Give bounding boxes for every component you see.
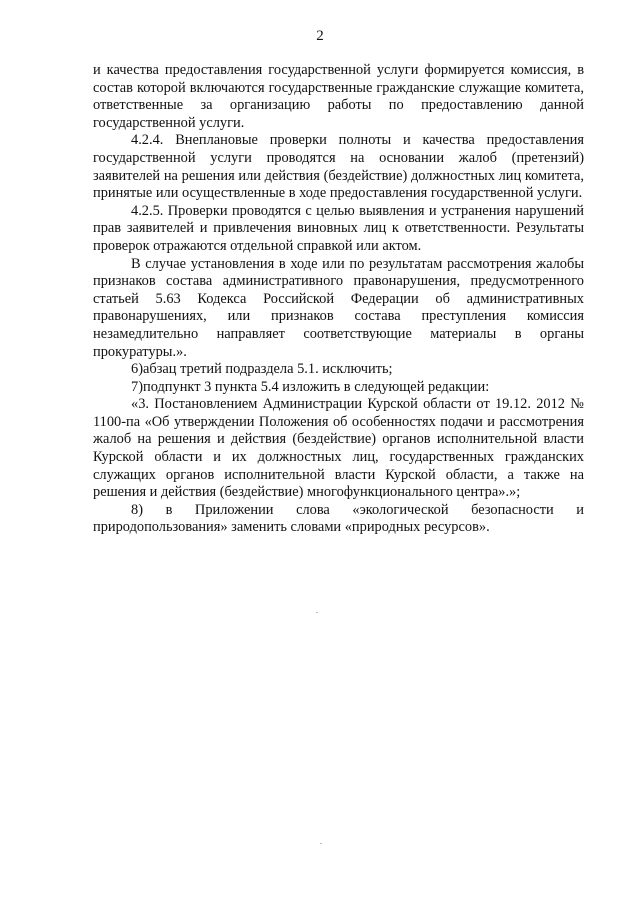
paragraph-item-7: 7)подпункт 3 пункта 5.4 изложить в следующей редакции: [131, 378, 490, 395]
paragraph-violations: В случае установления в ходе или по результатам рассмотрения жалобы признаков состава административного правонарушения, предусмотренного статьей 5.63 Кодекса Российской Федерации об административных правонарушениях, или признаков состава преступления комиссия незамедлительно направляет соответствующие материалы в органы прокуратуры.». [93, 255, 584, 360]
document-body [93, 62, 584, 537]
paragraph-4-2-4: 4.2.4. Внеплановые проверки полноты и качества предоставления государственной услуги проводятся на основании жалоб (претензий) заявителей на решения или действия (бездействие) должностных лиц комитета, принятые или осуществленные в ходе предоставления государственной услуги. [93, 132, 584, 202]
paragraph-commission: и качества предоставления государственной услуги формируется комиссия, в состав которой включаются государственные гражданские служащие комитета, ответственные за организацию работы по предоставлению данной государственной услуги. [93, 62, 584, 131]
scan-speck [316, 612, 318, 613]
paragraph-4-2-5: 4.2.5. Проверки проводятся с целью выявления и устранения нарушений прав заявителей и привлечения виновных лиц к ответственности. Результаты проверок отражаются отдельной справкой или актом. [93, 202, 584, 254]
paragraph-item-6: 6)абзац третий подраздела 5.1. исключить; [131, 361, 393, 378]
page-number: 2 [316, 28, 324, 44]
scan-speck [320, 843, 322, 844]
paragraph-quote-3: «3. Постановлением Администрации Курской области от 19.12. 2012 № 1100-па «Об утверждении Положения об особенностях подачи и рассмотрения жалоб на решения и действия (бездействие) органов исполнительной власти Курской области и их должностных лиц, государственных гражданских служащих органов исполнительной власти Курской области, а также на решения и действия (бездействие) многофункционального центра».»; [93, 396, 584, 501]
paragraph-item-8: 8) в Приложении слова «экологической безопасности и природопользования» заменить словами «природных ресурсов». [93, 501, 584, 536]
